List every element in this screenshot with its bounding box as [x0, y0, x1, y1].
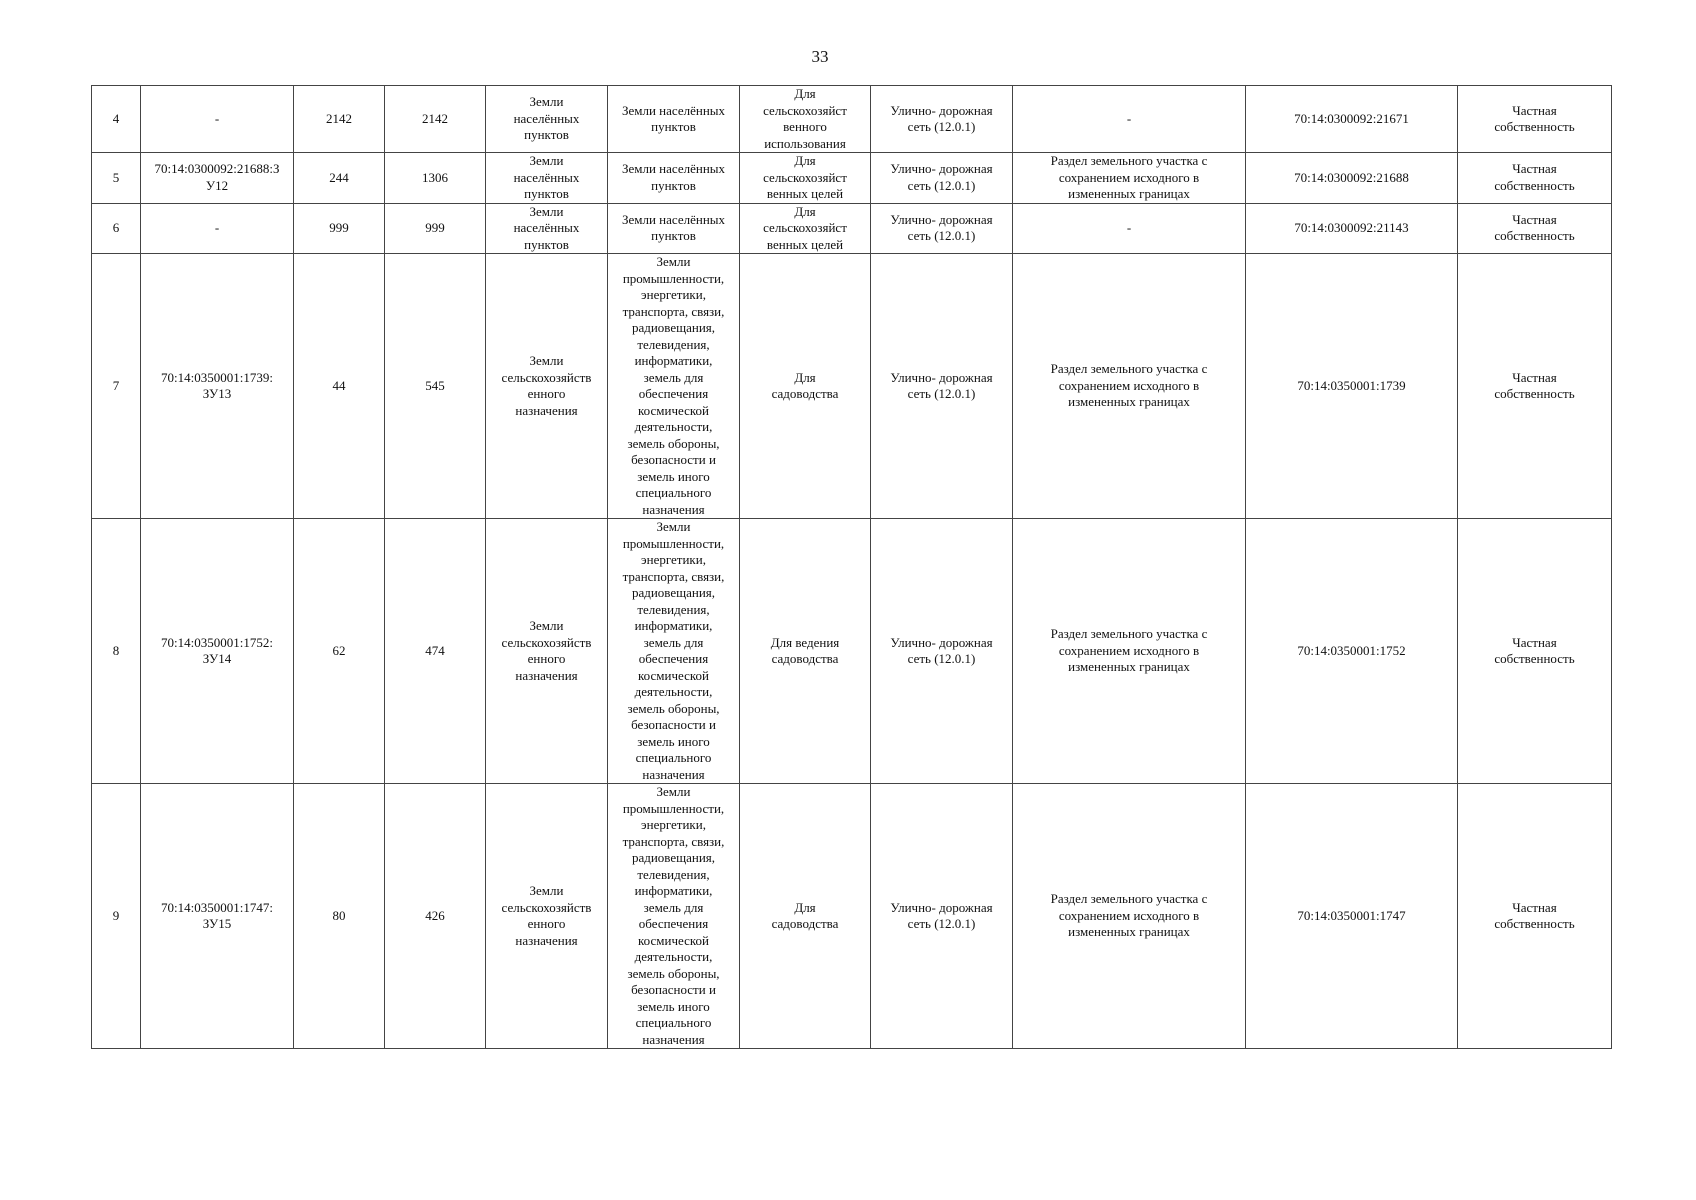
- cell-land-category: Земли населённых пунктов: [486, 203, 608, 254]
- cell-ownership: Частная собственность: [1458, 519, 1612, 784]
- cell-permitted-use: Для сельскохозяйст венного использования: [740, 86, 871, 153]
- cell-source-cadastral-number: 70:14:0350001:1747: [1246, 784, 1458, 1049]
- cell-area: 244: [294, 153, 385, 204]
- cell-formation-method: Раздел земельного участка с сохранением исходного в измененных границах: [1013, 254, 1246, 519]
- cell-land-category: Земли населённых пунктов: [486, 86, 608, 153]
- cell-number: 5: [92, 153, 141, 204]
- cell-area-source: 999: [385, 203, 486, 254]
- cell-formation-method: Раздел земельного участка с сохранением исходного в измененных границах: [1013, 784, 1246, 1049]
- cell-source-cadastral-number: 70:14:0300092:21671: [1246, 86, 1458, 153]
- cell-land-category-new: Земли населённых пунктов: [608, 153, 740, 204]
- cell-permitted-use: Для сельскохозяйст венных целей: [740, 203, 871, 254]
- cell-land-category-new: Земли промышленности, энергетики, транспорта, связи, радиовещания, телевидения, информатики, земель для обеспечения космической деятельности, земель обороны, безопасности и земель иного специального назначения: [608, 519, 740, 784]
- cell-permitted-use: Для ведения садоводства: [740, 519, 871, 784]
- table-row: [92, 254, 1612, 519]
- cell-permitted-use: Для садоводства: [740, 254, 871, 519]
- cell-number: 7: [92, 254, 141, 519]
- cell-formation-method: -: [1013, 86, 1246, 153]
- cell-permitted-use-new: Улично- дорожная сеть (12.0.1): [871, 519, 1013, 784]
- cell-ownership: Частная собственность: [1458, 153, 1612, 204]
- cell-plot-designation: 70:14:0350001:1747: ЗУ15: [141, 784, 294, 1049]
- cell-land-category-new: Земли населённых пунктов: [608, 203, 740, 254]
- cell-plot-designation: -: [141, 86, 294, 153]
- cell-source-cadastral-number: 70:14:0300092:21143: [1246, 203, 1458, 254]
- cell-area-source: 426: [385, 784, 486, 1049]
- cell-number: 8: [92, 519, 141, 784]
- cell-ownership: Частная собственность: [1458, 254, 1612, 519]
- table-row: [92, 519, 1612, 784]
- cell-area: 2142: [294, 86, 385, 153]
- table-row: [92, 784, 1612, 1049]
- cell-permitted-use: Для садоводства: [740, 784, 871, 1049]
- cell-land-category: Земли сельскохозяйств енного назначения: [486, 519, 608, 784]
- cell-area: 44: [294, 254, 385, 519]
- cell-source-cadastral-number: 70:14:0300092:21688: [1246, 153, 1458, 204]
- cell-area-source: 1306: [385, 153, 486, 204]
- cell-ownership: Частная собственность: [1458, 86, 1612, 153]
- cell-land-category-new: Земли населённых пунктов: [608, 86, 740, 153]
- land-plots-table: [91, 85, 1612, 1049]
- cell-area-source: 545: [385, 254, 486, 519]
- cell-land-category-new: Земли промышленности, энергетики, транспорта, связи, радиовещания, телевидения, информатики, земель для обеспечения космической деятельности, земель обороны, безопасности и земель иного специального назначения: [608, 784, 740, 1049]
- table-row: [92, 153, 1612, 204]
- cell-permitted-use-new: Улично- дорожная сеть (12.0.1): [871, 254, 1013, 519]
- cell-area: 80: [294, 784, 385, 1049]
- cell-area-source: 474: [385, 519, 486, 784]
- table-row: [92, 203, 1612, 254]
- table-row: [92, 86, 1612, 153]
- cell-number: 4: [92, 86, 141, 153]
- cell-number: 6: [92, 203, 141, 254]
- cell-area: 62: [294, 519, 385, 784]
- page-number: 33: [811, 47, 829, 66]
- cell-permitted-use-new: Улично- дорожная сеть (12.0.1): [871, 784, 1013, 1049]
- cell-land-category: Земли населённых пунктов: [486, 153, 608, 204]
- cell-ownership: Частная собственность: [1458, 784, 1612, 1049]
- cell-permitted-use-new: Улично- дорожная сеть (12.0.1): [871, 153, 1013, 204]
- cell-permitted-use-new: Улично- дорожная сеть (12.0.1): [871, 86, 1013, 153]
- cell-formation-method: Раздел земельного участка с сохранением исходного в измененных границах: [1013, 519, 1246, 784]
- cell-area-source: 2142: [385, 86, 486, 153]
- cell-land-category: Земли сельскохозяйств енного назначения: [486, 784, 608, 1049]
- cell-permitted-use-new: Улично- дорожная сеть (12.0.1): [871, 203, 1013, 254]
- cell-area: 999: [294, 203, 385, 254]
- cell-permitted-use: Для сельскохозяйст венных целей: [740, 153, 871, 204]
- cell-source-cadastral-number: 70:14:0350001:1739: [1246, 254, 1458, 519]
- cell-formation-method: Раздел земельного участка с сохранением исходного в измененных границах: [1013, 153, 1246, 204]
- cell-plot-designation: 70:14:0350001:1739: ЗУ13: [141, 254, 294, 519]
- cell-land-category: Земли сельскохозяйств енного назначения: [486, 254, 608, 519]
- cell-plot-designation: -: [141, 203, 294, 254]
- cell-formation-method: -: [1013, 203, 1246, 254]
- cell-land-category-new: Земли промышленности, энергетики, транспорта, связи, радиовещания, телевидения, информатики, земель для обеспечения космической деятельности, земель обороны, безопасности и земель иного специального назначения: [608, 254, 740, 519]
- cell-plot-designation: 70:14:0300092:21688:З У12: [141, 153, 294, 204]
- cell-plot-designation: 70:14:0350001:1752: ЗУ14: [141, 519, 294, 784]
- cell-ownership: Частная собственность: [1458, 203, 1612, 254]
- cell-number: 9: [92, 784, 141, 1049]
- cell-source-cadastral-number: 70:14:0350001:1752: [1246, 519, 1458, 784]
